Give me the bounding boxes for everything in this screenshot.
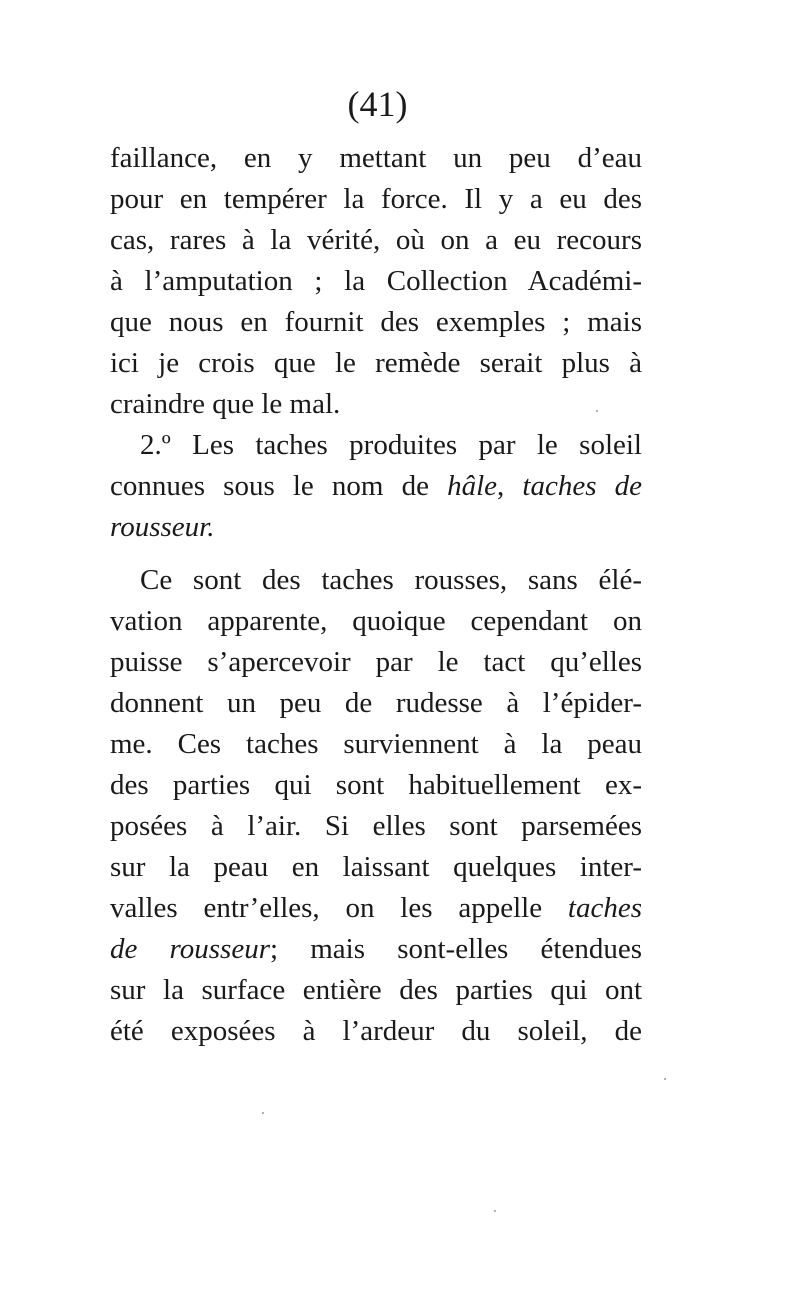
page-number: (41) bbox=[347, 84, 408, 124]
text-run: valles entr’elles, on les appelle bbox=[110, 892, 568, 924]
text-line: Ce sont des taches rousses, sans élé- bbox=[140, 564, 642, 596]
text-line: donnent un peu de rudesse à l’épider- bbox=[110, 687, 642, 719]
text-line: sur la surface entière des parties qui ont bbox=[110, 974, 642, 1006]
paper-speck bbox=[664, 1078, 666, 1080]
text-line bbox=[110, 466, 642, 507]
paper-speck bbox=[596, 410, 598, 412]
italic-term: taches de bbox=[522, 470, 642, 502]
paper-speck bbox=[494, 1210, 496, 1212]
text-line: été exposées à l’ardeur du soleil, de bbox=[110, 1015, 642, 1047]
text-line: pour en tempérer la force. Il y a eu des bbox=[110, 183, 642, 215]
text-line bbox=[110, 888, 642, 929]
italic-term: hâle bbox=[447, 470, 498, 502]
text-line: que nous en fournit des exemples ; mais bbox=[110, 306, 642, 338]
text-line: 2.º Les taches produites par le soleil bbox=[140, 429, 642, 461]
text-run: , bbox=[497, 470, 523, 502]
text-run: connues sous le nom de bbox=[110, 470, 448, 502]
text-line: vation apparente, quoique cependant on bbox=[110, 605, 642, 637]
italic-term: de rousseur bbox=[110, 933, 270, 965]
text-line: sur la peau en laissant quelques inter- bbox=[110, 851, 642, 883]
text-line: à l’amputation ; la Collection Académi- bbox=[110, 265, 642, 297]
text-line: ici je crois que le remède serait plus à bbox=[110, 347, 642, 379]
text-line: puisse s’apercevoir par le tact qu’elles bbox=[110, 646, 642, 678]
paper-speck bbox=[262, 1112, 264, 1114]
text-line: me. Ces taches surviennent à la peau bbox=[110, 728, 642, 760]
body-text bbox=[110, 138, 642, 1052]
italic-term: taches bbox=[567, 892, 642, 924]
text-line: des parties qui sont habituellement ex- bbox=[110, 769, 642, 801]
text-line: cas, rares à la vérité, où on a eu recours bbox=[110, 224, 642, 256]
text-line: posées à l’air. Si elles sont parsemées bbox=[110, 810, 642, 842]
text-line bbox=[110, 929, 642, 970]
italic-term: rousseur. bbox=[110, 511, 215, 543]
text-line: faillance, en y mettant un peu d’eau bbox=[110, 142, 642, 174]
text-run: ; mais sont-elles étendues bbox=[270, 933, 642, 965]
text-line bbox=[110, 507, 642, 548]
text-line: craindre que le mal. bbox=[110, 388, 341, 420]
